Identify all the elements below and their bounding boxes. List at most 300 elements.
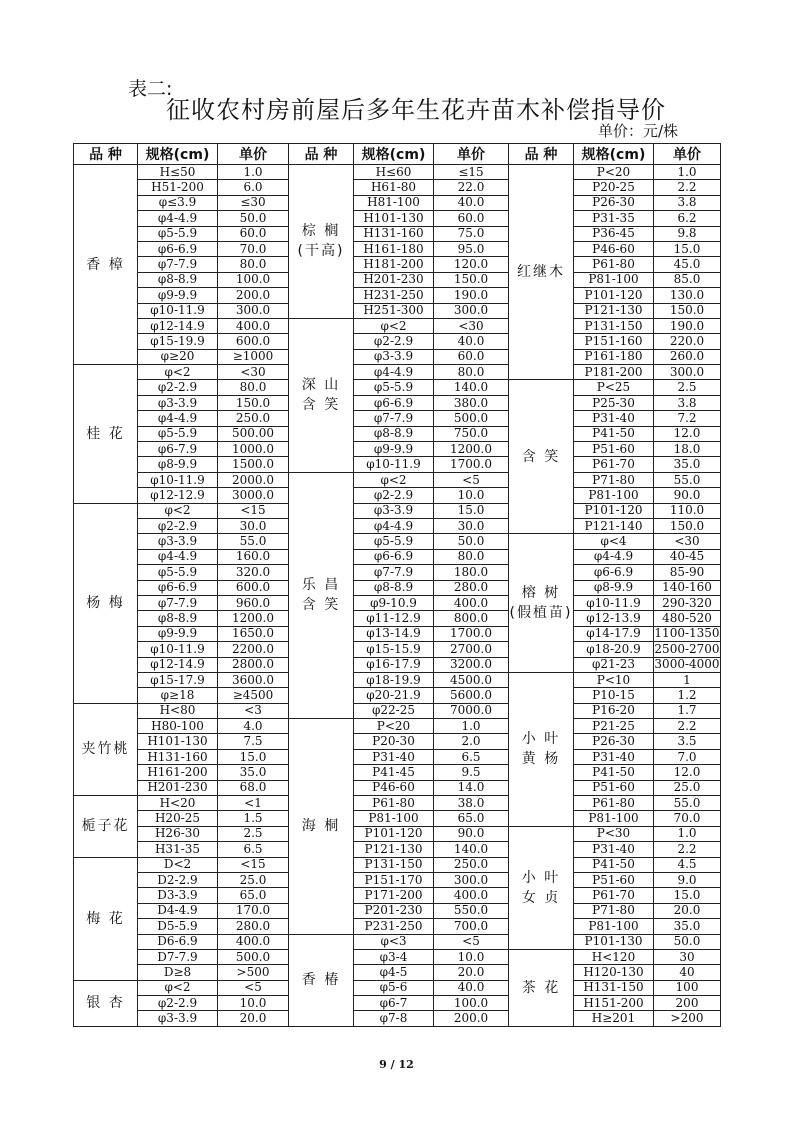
species-name-line: 棕 榈 — [301, 223, 341, 240]
species-name-cell — [289, 165, 354, 319]
price-cell: 2.2 — [654, 180, 721, 195]
header-price-1: 单价 — [218, 144, 289, 165]
spec-cell: P61-70 — [574, 457, 654, 472]
species-name-cell — [74, 503, 138, 703]
price-cell: 1 — [654, 672, 721, 687]
spec-cell: φ<3 — [354, 934, 434, 949]
price-cell: 3.8 — [654, 395, 721, 410]
table-row — [74, 411, 721, 426]
price-cell: 40-45 — [654, 549, 721, 564]
spec-cell: φ2-2.9 — [138, 518, 218, 533]
spec-cell: H<80 — [138, 703, 218, 718]
price-cell: 18.0 — [654, 442, 721, 457]
table-row — [74, 165, 721, 180]
spec-cell: P41-50 — [574, 857, 654, 872]
species-name-cell — [289, 719, 354, 934]
spec-cell: D<2 — [138, 857, 218, 872]
table-row — [74, 919, 721, 934]
price-cell: 75.0 — [434, 226, 509, 241]
price-cell: 9.5 — [434, 765, 509, 780]
spec-cell: φ4-4.9 — [354, 518, 434, 533]
spec-cell: φ8-8.9 — [138, 272, 218, 287]
table-row — [74, 211, 721, 226]
spec-cell: P21-25 — [574, 719, 654, 734]
price-cell: 30.0 — [434, 518, 509, 533]
price-cell: 40.0 — [434, 195, 509, 210]
table-row — [74, 642, 721, 657]
spec-cell: H26-30 — [138, 826, 218, 841]
spec-cell: φ4-4.9 — [138, 411, 218, 426]
table-row — [74, 734, 721, 749]
spec-cell: P121-130 — [574, 303, 654, 318]
table-row — [74, 334, 721, 349]
spec-cell: φ21-23 — [574, 657, 654, 672]
price-cell: >500 — [218, 965, 289, 980]
spec-cell: φ7-7.9 — [138, 595, 218, 610]
spec-cell: φ13-14.9 — [354, 626, 434, 641]
spec-cell: P101-130 — [574, 934, 654, 949]
table-row — [74, 903, 721, 918]
spec-cell: P51-60 — [574, 872, 654, 887]
price-cell: 5600.0 — [434, 688, 509, 703]
price-cell: 60.0 — [218, 226, 289, 241]
species-name-cell — [509, 165, 574, 380]
price-cell: 6.2 — [654, 211, 721, 226]
price-cell: 22.0 — [434, 180, 509, 195]
header-species-1: 品 种 — [74, 144, 138, 165]
spec-cell: P20-30 — [354, 734, 434, 749]
price-cell: 20.0 — [434, 965, 509, 980]
table-row — [74, 549, 721, 564]
table-row — [74, 857, 721, 872]
species-name-line: 栀子花 — [81, 818, 130, 835]
price-cell: 150.0 — [654, 518, 721, 533]
table-row — [74, 241, 721, 256]
spec-cell: φ4-4.9 — [574, 549, 654, 564]
spec-cell: P131-150 — [354, 857, 434, 872]
spec-cell: φ18-19.9 — [354, 672, 434, 687]
spec-cell: P41-50 — [574, 426, 654, 441]
spec-cell: φ12-13.9 — [574, 611, 654, 626]
price-cell: 290-320 — [654, 595, 721, 610]
table-row — [74, 518, 721, 533]
spec-cell: H51-200 — [138, 180, 218, 195]
spec-cell: P101-120 — [574, 503, 654, 518]
price-cell: 380.0 — [434, 395, 509, 410]
price-cell: 3200.0 — [434, 657, 509, 672]
species-name-line: 榕 树 — [521, 585, 561, 602]
price-cell: 15.0 — [654, 241, 721, 256]
spec-cell: P71-80 — [574, 472, 654, 487]
spec-cell: φ9-9.9 — [138, 626, 218, 641]
price-cell: 2200.0 — [218, 642, 289, 657]
spec-cell: φ≤3.9 — [138, 195, 218, 210]
price-cell: 150.0 — [434, 272, 509, 287]
spec-cell: φ15-19.9 — [138, 334, 218, 349]
price-cell: 140-160 — [654, 580, 721, 595]
price-cell: 220.0 — [654, 334, 721, 349]
price-cell: 15.0 — [218, 749, 289, 764]
price-cell: 80.0 — [434, 549, 509, 564]
table-row — [74, 257, 721, 272]
table-row — [74, 980, 721, 995]
spec-cell: φ9-9.9 — [138, 288, 218, 303]
spec-cell: H20-25 — [138, 811, 218, 826]
table-row — [74, 688, 721, 703]
price-cell: 3600.0 — [218, 672, 289, 687]
spec-cell: φ4-4.9 — [354, 365, 434, 380]
spec-cell: P46-60 — [574, 241, 654, 256]
table-row — [74, 996, 721, 1011]
spec-cell: H151-200 — [574, 996, 654, 1011]
spec-cell: P31-40 — [354, 749, 434, 764]
table-row — [74, 442, 721, 457]
price-cell: 2800.0 — [218, 657, 289, 672]
price-cell: 120.0 — [434, 257, 509, 272]
price-cell: 800.0 — [434, 611, 509, 626]
spec-cell: D4-4.9 — [138, 903, 218, 918]
table-row — [74, 796, 721, 811]
table-row — [74, 719, 721, 734]
spec-cell: φ4-4.9 — [138, 549, 218, 564]
price-cell: <5 — [434, 472, 509, 487]
price-cell: 200 — [654, 996, 721, 1011]
spec-cell: P<25 — [574, 380, 654, 395]
table-row — [74, 826, 721, 841]
price-cell: 14.0 — [434, 780, 509, 795]
spec-cell: P81-100 — [354, 811, 434, 826]
spec-cell: P20-25 — [574, 180, 654, 195]
spec-cell: φ9-9.9 — [354, 442, 434, 457]
spec-cell: P101-120 — [354, 826, 434, 841]
price-cell: 300.0 — [434, 872, 509, 887]
price-cell: 9.0 — [654, 872, 721, 887]
spec-cell: H161-180 — [354, 241, 434, 256]
spec-cell: H≤60 — [354, 165, 434, 180]
spec-cell: P151-170 — [354, 872, 434, 887]
species-name-cell — [509, 949, 574, 1026]
spec-cell: P16-20 — [574, 703, 654, 718]
spec-cell: φ3-3.9 — [354, 349, 434, 364]
species-name-line: 海 桐 — [301, 818, 341, 835]
header-species-2: 品 种 — [289, 144, 354, 165]
price-cell: <5 — [434, 934, 509, 949]
spec-cell: H131-160 — [354, 226, 434, 241]
spec-cell: H131-150 — [574, 980, 654, 995]
spec-cell: H120-130 — [574, 965, 654, 980]
price-cell: 3000-4000 — [654, 657, 720, 672]
spec-cell: φ8-8.9 — [138, 611, 218, 626]
species-name-line: 梅 花 — [86, 910, 125, 927]
header-price-2: 单价 — [434, 144, 509, 165]
price-cell: 2.0 — [434, 734, 509, 749]
table-row — [74, 534, 721, 549]
spec-cell: P81-100 — [574, 488, 654, 503]
spec-cell: φ10-11.9 — [138, 472, 218, 487]
spec-cell: P71-80 — [574, 903, 654, 918]
price-cell: 6.5 — [434, 749, 509, 764]
spec-cell: P31-35 — [574, 211, 654, 226]
spec-cell: φ8-8.9 — [354, 426, 434, 441]
price-cell: <30 — [654, 534, 721, 549]
price-cell: 190.0 — [434, 288, 509, 303]
spec-cell: φ9-10.9 — [354, 595, 434, 610]
species-name-line: 黄 杨 — [521, 751, 561, 768]
spec-cell: φ7-7.9 — [354, 565, 434, 580]
species-name-line: 茶 花 — [521, 979, 561, 996]
price-cell: 1000.0 — [218, 442, 289, 457]
species-name-cell — [289, 318, 354, 472]
price-cell: 100.0 — [218, 272, 289, 287]
spec-cell: P61-70 — [574, 888, 654, 903]
spec-cell: P31-40 — [574, 749, 654, 764]
spec-cell: φ10-11.9 — [354, 457, 434, 472]
spec-cell: φ≥20 — [138, 349, 218, 364]
table-row — [74, 303, 721, 318]
spec-cell: H101-130 — [354, 211, 434, 226]
price-cell: <30 — [218, 365, 289, 380]
spec-cell: φ6-6.9 — [138, 580, 218, 595]
price-cell: 55.0 — [654, 796, 721, 811]
spec-cell: φ20-21.9 — [354, 688, 434, 703]
spec-cell: φ6-6.9 — [138, 241, 218, 256]
price-cell: 200.0 — [434, 1011, 509, 1026]
price-cell: 40 — [654, 965, 721, 980]
table-row — [74, 426, 721, 441]
spec-cell: φ6-7.9 — [138, 442, 218, 457]
table-row — [74, 380, 721, 395]
spec-cell: H231-250 — [354, 288, 434, 303]
spec-cell: φ6-6.9 — [354, 549, 434, 564]
spec-cell: φ10-11.9 — [138, 303, 218, 318]
price-cell: 2700.0 — [434, 642, 509, 657]
spec-cell: φ3-3.9 — [138, 395, 218, 410]
price-cell: 2.5 — [654, 380, 721, 395]
spec-cell: φ12-12.9 — [138, 488, 218, 503]
spec-cell: φ<2 — [138, 980, 218, 995]
spec-cell: φ5-5.9 — [138, 565, 218, 580]
spec-cell: P201-230 — [354, 903, 434, 918]
price-cell: 1.7 — [654, 703, 721, 718]
price-cell: 2000.0 — [218, 472, 289, 487]
price-cell: 2.2 — [654, 842, 721, 857]
unit-note: 单价：元/株 — [598, 122, 679, 140]
spec-cell: P10-15 — [574, 688, 654, 703]
price-cell: 110.0 — [654, 503, 721, 518]
species-name-line: (干高) — [297, 243, 345, 260]
species-name-line: 银 杏 — [86, 995, 125, 1012]
spec-cell: P81-100 — [574, 811, 654, 826]
price-cell: 30 — [654, 949, 721, 964]
price-cell: 55.0 — [654, 472, 721, 487]
spec-cell: φ<2 — [138, 365, 218, 380]
price-cell: 3.5 — [654, 734, 721, 749]
price-cell: 190.0 — [654, 318, 721, 333]
price-cell: ≤15 — [434, 165, 509, 180]
spec-cell: P25-30 — [574, 395, 654, 410]
price-cell: 320.0 — [218, 565, 289, 580]
species-name-cell — [509, 380, 574, 534]
price-cell: 100 — [654, 980, 721, 995]
spec-cell: φ<4 — [574, 534, 654, 549]
spec-cell: φ22-25 — [354, 703, 434, 718]
price-cell: 250.0 — [218, 411, 289, 426]
spec-cell: D3-3.9 — [138, 888, 218, 903]
price-cell: 260.0 — [654, 349, 721, 364]
header-price-3: 单价 — [654, 144, 721, 165]
species-name-cell — [509, 534, 574, 673]
price-cell: 600.0 — [218, 580, 289, 595]
spec-cell: P46-60 — [354, 780, 434, 795]
spec-cell: H≤50 — [138, 165, 218, 180]
spec-cell: H80-100 — [138, 719, 218, 734]
table-row — [74, 472, 721, 487]
table-row — [74, 180, 721, 195]
spec-cell: φ≥18 — [138, 688, 218, 703]
price-cell: 1650.0 — [218, 626, 289, 641]
price-cell: 1.0 — [654, 165, 721, 180]
price-cell: 20.0 — [654, 903, 721, 918]
price-cell: 1.5 — [218, 811, 289, 826]
price-cell: 90.0 — [654, 488, 721, 503]
header-spec-1: 规格(cm) — [138, 144, 218, 165]
species-name-line: 红继木 — [517, 264, 565, 281]
price-cell: 160.0 — [218, 549, 289, 564]
header-row — [74, 144, 721, 165]
price-cell: 12.0 — [654, 426, 721, 441]
price-cell: 1200.0 — [434, 442, 509, 457]
price-cell: 1100-1350 — [654, 626, 720, 641]
spec-cell: P51-60 — [574, 780, 654, 795]
spec-cell: φ<2 — [354, 472, 434, 487]
spec-cell: φ8-8.9 — [354, 580, 434, 595]
spec-cell: φ16-17.9 — [354, 657, 434, 672]
price-cell: 140.0 — [434, 380, 509, 395]
spec-cell: P<20 — [354, 719, 434, 734]
price-cell: 90.0 — [434, 826, 509, 841]
price-cell: ≥4500 — [218, 688, 289, 703]
species-name-line: 含 笑 — [301, 397, 341, 414]
price-cell: 250.0 — [434, 857, 509, 872]
price-cell: 9.8 — [654, 226, 721, 241]
table-row — [74, 949, 721, 964]
price-cell: <5 — [218, 980, 289, 995]
price-cell: 35.0 — [654, 919, 721, 934]
price-cell: 60.0 — [434, 349, 509, 364]
price-cell: 130.0 — [654, 288, 721, 303]
price-cell: 1.2 — [654, 688, 721, 703]
spec-cell: φ5-5.9 — [138, 226, 218, 241]
price-cell: 65.0 — [218, 888, 289, 903]
species-name-cell — [509, 826, 574, 949]
spec-cell: P231-250 — [354, 919, 434, 934]
spec-cell: H201-230 — [138, 780, 218, 795]
price-cell: 25.0 — [654, 780, 721, 795]
table-row — [74, 318, 721, 333]
spec-cell: P26-30 — [574, 195, 654, 210]
spec-cell: φ18-20.9 — [574, 642, 654, 657]
spec-cell: D≥8 — [138, 965, 218, 980]
price-cell: 200.0 — [218, 288, 289, 303]
page-number: 9 / 12 — [379, 1058, 414, 1071]
price-cell: 300.0 — [218, 303, 289, 318]
price-cell: >200 — [654, 1011, 721, 1026]
spec-cell: φ12-14.9 — [138, 318, 218, 333]
price-cell: 400.0 — [434, 888, 509, 903]
price-cell: 170.0 — [218, 903, 289, 918]
species-name-cell — [289, 934, 354, 1026]
species-name-line: 含 笑 — [301, 597, 341, 614]
spec-cell: φ4-4.9 — [138, 211, 218, 226]
price-cell: 60.0 — [434, 211, 509, 226]
price-cell: 280.0 — [218, 919, 289, 934]
species-name-cell — [74, 857, 138, 980]
price-cell: 10.0 — [218, 996, 289, 1011]
table-row — [74, 272, 721, 287]
spec-cell: φ3-3.9 — [138, 1011, 218, 1026]
species-name-cell — [74, 365, 138, 504]
species-name-line: (假植苗) — [509, 605, 573, 622]
price-cell: 35.0 — [654, 457, 721, 472]
price-cell: 6.0 — [218, 180, 289, 195]
price-cell: <15 — [218, 857, 289, 872]
price-cell: 750.0 — [434, 426, 509, 441]
price-cell: <15 — [218, 503, 289, 518]
spec-cell: P151-160 — [574, 334, 654, 349]
spec-cell: φ5-6 — [354, 980, 434, 995]
price-cell: 10.0 — [434, 949, 509, 964]
price-cell: 300.0 — [654, 365, 721, 380]
price-cell: 68.0 — [218, 780, 289, 795]
spec-cell: D2-2.9 — [138, 872, 218, 887]
species-name-line: 小 叶 — [521, 731, 561, 748]
price-cell: 35.0 — [218, 765, 289, 780]
table-row — [74, 811, 721, 826]
spec-cell: φ14-17.9 — [574, 626, 654, 641]
species-name-cell — [509, 672, 574, 826]
header-spec-3: 规格(cm) — [574, 144, 654, 165]
price-cell: ≤30 — [218, 195, 289, 210]
table-row — [74, 503, 721, 518]
table-row — [74, 749, 721, 764]
price-cell: 7.2 — [654, 411, 721, 426]
spec-cell: φ7-8 — [354, 1011, 434, 1026]
price-cell: 700.0 — [434, 919, 509, 934]
price-cell: 1200.0 — [218, 611, 289, 626]
table-row — [74, 365, 721, 380]
species-name-line: 桂 花 — [86, 425, 125, 442]
spec-cell: H81-100 — [354, 195, 434, 210]
spec-cell: H≥201 — [574, 1011, 654, 1026]
species-name-cell — [74, 796, 138, 858]
spec-cell: P181-200 — [574, 365, 654, 380]
price-cell: <3 — [218, 703, 289, 718]
spec-cell: φ5-5.9 — [138, 426, 218, 441]
table-row — [74, 780, 721, 795]
price-cell: 95.0 — [434, 241, 509, 256]
table-row — [74, 595, 721, 610]
species-name-cell — [289, 472, 354, 718]
price-cell: 40.0 — [434, 334, 509, 349]
species-name-line: 香 椿 — [301, 972, 341, 989]
spec-cell: H251-300 — [354, 303, 434, 318]
price-cell: 550.0 — [434, 903, 509, 918]
table-row — [74, 288, 721, 303]
spec-cell: H131-160 — [138, 749, 218, 764]
price-cell: 1.0 — [654, 826, 721, 841]
spec-cell: φ8-9.9 — [138, 457, 218, 472]
spec-cell: P36-45 — [574, 226, 654, 241]
